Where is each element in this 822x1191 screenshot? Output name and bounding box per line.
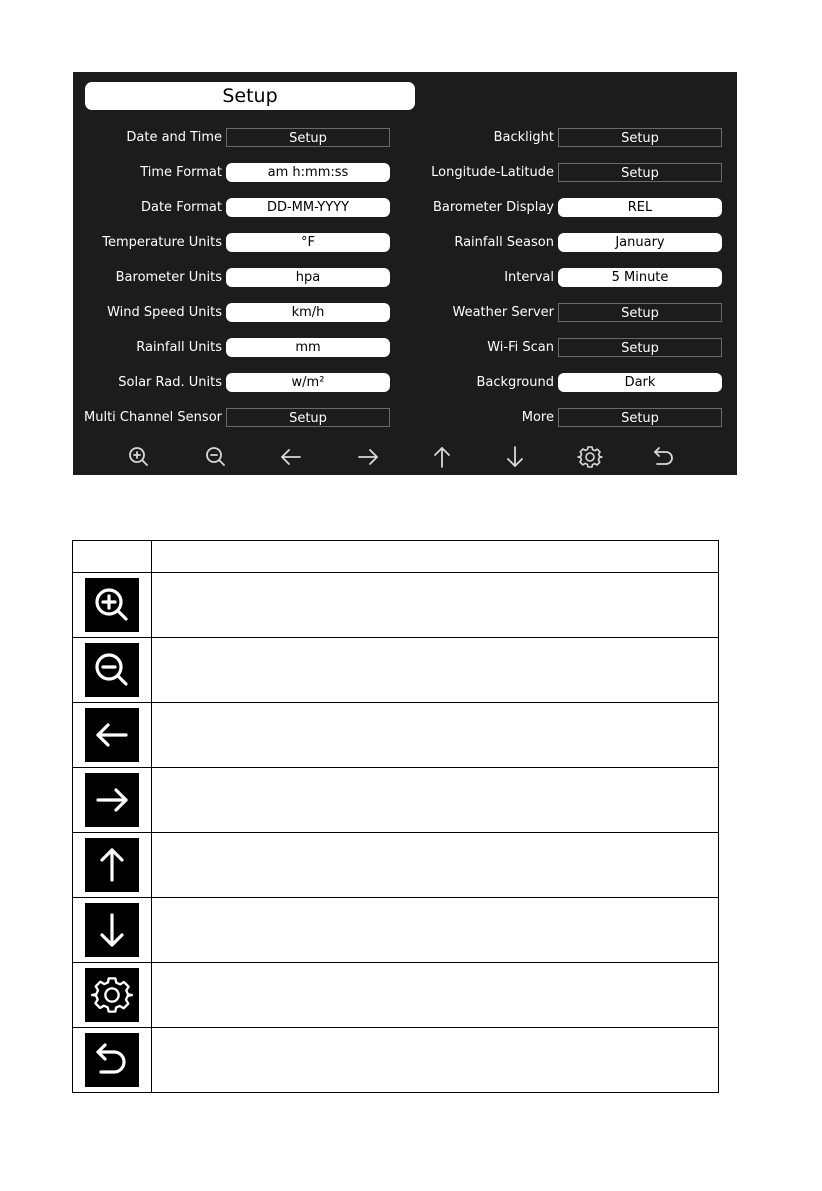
description-cell xyxy=(152,768,719,833)
zoom-in-icon xyxy=(85,578,139,632)
header-cell-description xyxy=(152,541,719,573)
setting-value-selector[interactable]: REL xyxy=(558,198,722,217)
setting-value-selector[interactable]: January xyxy=(558,233,722,252)
setup-button[interactable]: Setup xyxy=(558,163,722,182)
zoom-in-icon[interactable] xyxy=(126,444,152,470)
arrow-right-icon xyxy=(85,773,139,827)
setting-value-selector[interactable]: 5 Minute xyxy=(558,268,722,287)
setting-label: Solar Rad. Units xyxy=(118,375,222,390)
bottom-toolbar xyxy=(73,444,737,470)
setting-value-selector[interactable]: km/h xyxy=(226,303,390,322)
setting-row xyxy=(73,198,737,218)
return-icon[interactable] xyxy=(651,444,677,470)
setup-button[interactable]: Setup xyxy=(558,128,722,147)
setting-value-selector[interactable]: Dark xyxy=(558,373,722,392)
table-row xyxy=(73,898,719,963)
setup-button[interactable]: Setup xyxy=(558,303,722,322)
table-row xyxy=(73,963,719,1028)
setup-title: Setup xyxy=(85,82,415,110)
setup-button[interactable]: Setup xyxy=(226,408,390,427)
table-row xyxy=(73,768,719,833)
description-cell xyxy=(152,1028,719,1093)
table-row xyxy=(73,638,719,703)
setup-button[interactable]: Setup xyxy=(558,408,722,427)
setting-row xyxy=(73,338,737,358)
setting-label: Longitude-Latitude xyxy=(431,165,554,180)
setting-row xyxy=(73,268,737,288)
setting-row xyxy=(73,233,737,253)
description-cell xyxy=(152,963,719,1028)
table-header-row xyxy=(73,541,719,573)
setting-row xyxy=(73,128,737,148)
setting-value-selector[interactable]: w/m² xyxy=(226,373,390,392)
setting-label: Rainfall Season xyxy=(454,235,554,250)
setup-button[interactable]: Setup xyxy=(558,338,722,357)
description-cell xyxy=(152,898,719,963)
setting-label: Date Format xyxy=(140,200,222,215)
setting-value-selector[interactable]: DD-MM-YYYY xyxy=(226,198,390,217)
description-cell xyxy=(152,833,719,898)
description-cell xyxy=(152,573,719,638)
setting-label: Time Format xyxy=(140,165,222,180)
table-row xyxy=(73,703,719,768)
arrow-up-icon[interactable] xyxy=(429,444,455,470)
setting-row xyxy=(73,373,737,393)
setting-label: Barometer Units xyxy=(115,270,222,285)
setting-value-selector[interactable]: hpa xyxy=(226,268,390,287)
gear-icon[interactable] xyxy=(577,444,603,470)
setting-label: Interval xyxy=(504,270,554,285)
setting-label: Wi-Fi Scan xyxy=(487,340,554,355)
setting-label: Rainfall Units xyxy=(136,340,222,355)
arrow-down-icon xyxy=(85,903,139,957)
arrow-up-icon xyxy=(85,838,139,892)
setting-value-selector[interactable]: am h:mm:ss xyxy=(226,163,390,182)
setting-label: Date and Time xyxy=(126,130,222,145)
description-cell xyxy=(152,703,719,768)
arrow-left-icon[interactable] xyxy=(278,444,304,470)
setting-row xyxy=(73,408,737,428)
table-row xyxy=(73,1028,719,1093)
setting-label: Background xyxy=(476,375,554,390)
setting-label: Backlight xyxy=(493,130,554,145)
setting-label: Barometer Display xyxy=(432,200,554,215)
arrow-down-icon[interactable] xyxy=(502,444,528,470)
gear-icon xyxy=(85,968,139,1022)
zoom-out-icon xyxy=(85,643,139,697)
description-cell xyxy=(152,638,719,703)
return-icon xyxy=(85,1033,139,1087)
device-screen xyxy=(73,72,737,475)
setting-row xyxy=(73,303,737,323)
setting-label: More xyxy=(521,410,554,425)
arrow-left-icon xyxy=(85,708,139,762)
arrow-right-icon[interactable] xyxy=(355,444,381,470)
header-cell-icon xyxy=(73,541,152,573)
setting-label: Temperature Units xyxy=(102,235,222,250)
setting-label: Weather Server xyxy=(452,305,554,320)
setting-value-selector[interactable]: °F xyxy=(226,233,390,252)
setting-label: Wind Speed Units xyxy=(107,305,222,320)
setup-button[interactable]: Setup xyxy=(226,128,390,147)
setting-row xyxy=(73,163,737,183)
table-row xyxy=(73,573,719,638)
setting-label: Multi Channel Sensor xyxy=(84,410,222,425)
setting-value-selector[interactable]: mm xyxy=(226,338,390,357)
table-row xyxy=(73,833,719,898)
zoom-out-icon[interactable] xyxy=(203,444,229,470)
icon-legend-table xyxy=(72,540,719,1093)
